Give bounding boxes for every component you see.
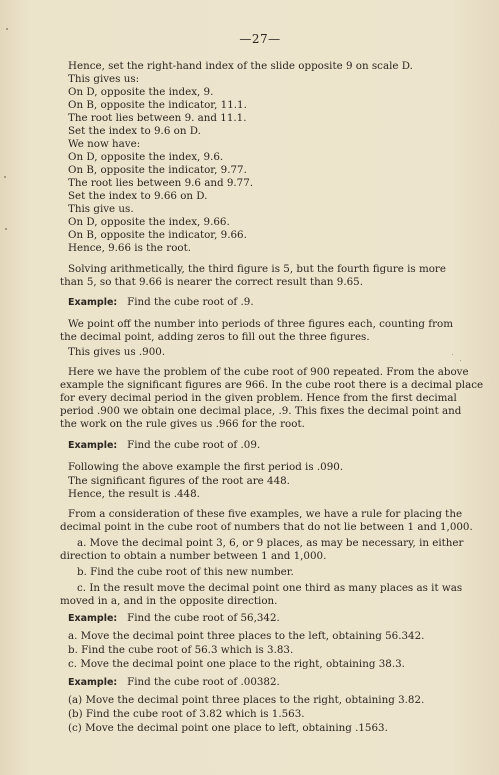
- rule-step: c. In the result move the decimal point one third as many places as it was: [77, 582, 463, 594]
- text-line: On D, opposite the index, 9.6.: [68, 151, 224, 163]
- text-line: Solving arithmetically, the third figure is 5, but the fourth figure is more: [68, 263, 446, 275]
- text-line: Set the index to 9.6 on D.: [68, 125, 201, 137]
- text-line: than 5, so that 9.66 is nearer the correct result than 9.65.: [60, 276, 363, 288]
- text-line: for every decimal period in the given problem. Hence from the first decimal: [60, 392, 457, 404]
- example-label: Example:: [68, 613, 118, 624]
- step-line: (c) Move the decimal point one place to left, obtaining .1563.: [68, 722, 388, 734]
- text-line: On B, opposite the indicator, 9.66.: [68, 229, 247, 241]
- text-line: This give us.: [68, 203, 134, 215]
- text-line: direction to obtain a number between 1 and 1,000.: [60, 550, 327, 562]
- text-line: Following the above example the first period is .090.: [68, 461, 344, 473]
- example-label: Example:: [68, 677, 118, 688]
- step-line: a. Move the decimal point three places to the left, obtaining 56.342.: [68, 630, 425, 642]
- text-line: Here we have the problem of the cube root of 900 repeated. From the above: [68, 366, 469, 378]
- text-line: On B, opposite the indicator, 9.77.: [68, 164, 247, 176]
- text-line: We point off the number into periods of three figures each, counting from: [68, 318, 453, 330]
- text-line: Set the index to 9.66 on D.: [68, 190, 208, 202]
- text-line: example the significant figures are 966. In the cube root there is a decimal place: [60, 379, 484, 391]
- example-text: Find the cube root of .00382.: [127, 676, 280, 688]
- text-line: the decimal point, adding zeros to fill out the three figures.: [60, 331, 370, 343]
- text-line: The root lies between 9. and 11.1.: [68, 112, 247, 124]
- step-line: (b) Find the cube root of 3.82 which is 1.563.: [68, 708, 305, 720]
- text-line: The significant figures of the root are 448.: [68, 475, 290, 487]
- example-text: Find the cube root of 56,342.: [127, 612, 280, 624]
- text-line: Hence, the result is .448.: [68, 488, 200, 500]
- text-line: Hence, set the right-hand index of the slide opposite 9 on scale D.: [68, 60, 413, 72]
- step-line: (a) Move the decimal point three places to the right, obtaining 3.82.: [68, 694, 425, 706]
- example-line: [68, 296, 254, 309]
- text-line: From a consideration of these five examples, we have a rule for placing the: [68, 508, 463, 520]
- text-line: On B, opposite the indicator, 11.1.: [68, 99, 247, 111]
- page-number: —27—: [239, 32, 281, 46]
- example-line: [68, 612, 280, 625]
- text-line: Hence, 9.66 is the root.: [68, 242, 192, 254]
- text-line: period .900 we obtain one decimal place, .9. This fixes the decimal point and: [60, 405, 462, 417]
- text-line: The root lies between 9.6 and 9.77.: [68, 177, 254, 189]
- text-line: decimal point in the cube root of numbers that do not lie between 1 and 1,000.: [60, 521, 473, 533]
- text-line: This gives us .900.: [68, 346, 166, 358]
- text-line: On D, opposite the index, 9.66.: [68, 216, 230, 228]
- step-line: b. Find the cube root of 56.3 which is 3.83.: [68, 644, 294, 656]
- example-text: Find the cube root of .09.: [127, 439, 261, 451]
- text-line: On D, opposite the index, 9.: [68, 86, 214, 98]
- rule-step: a. Move the decimal point 3, 6, or 9 places, as may be necessary, in either: [77, 537, 464, 549]
- text-line: We now have:: [68, 138, 141, 150]
- text-line: the work on the rule gives us .966 for the root.: [60, 418, 305, 430]
- text-line: moved in a, and in the opposite direction.: [60, 595, 278, 607]
- example-label: Example:: [68, 440, 118, 451]
- text-line: This gives us:: [68, 73, 140, 85]
- example-line: [68, 439, 260, 452]
- rule-step: b. Find the cube root of this new number.: [77, 566, 294, 578]
- step-line: c. Move the decimal point one place to the right, obtaining 38.3.: [68, 658, 405, 670]
- example-line: [68, 676, 280, 689]
- example-label: Example:: [68, 297, 118, 308]
- example-text: Find the cube root of .9.: [127, 296, 254, 308]
